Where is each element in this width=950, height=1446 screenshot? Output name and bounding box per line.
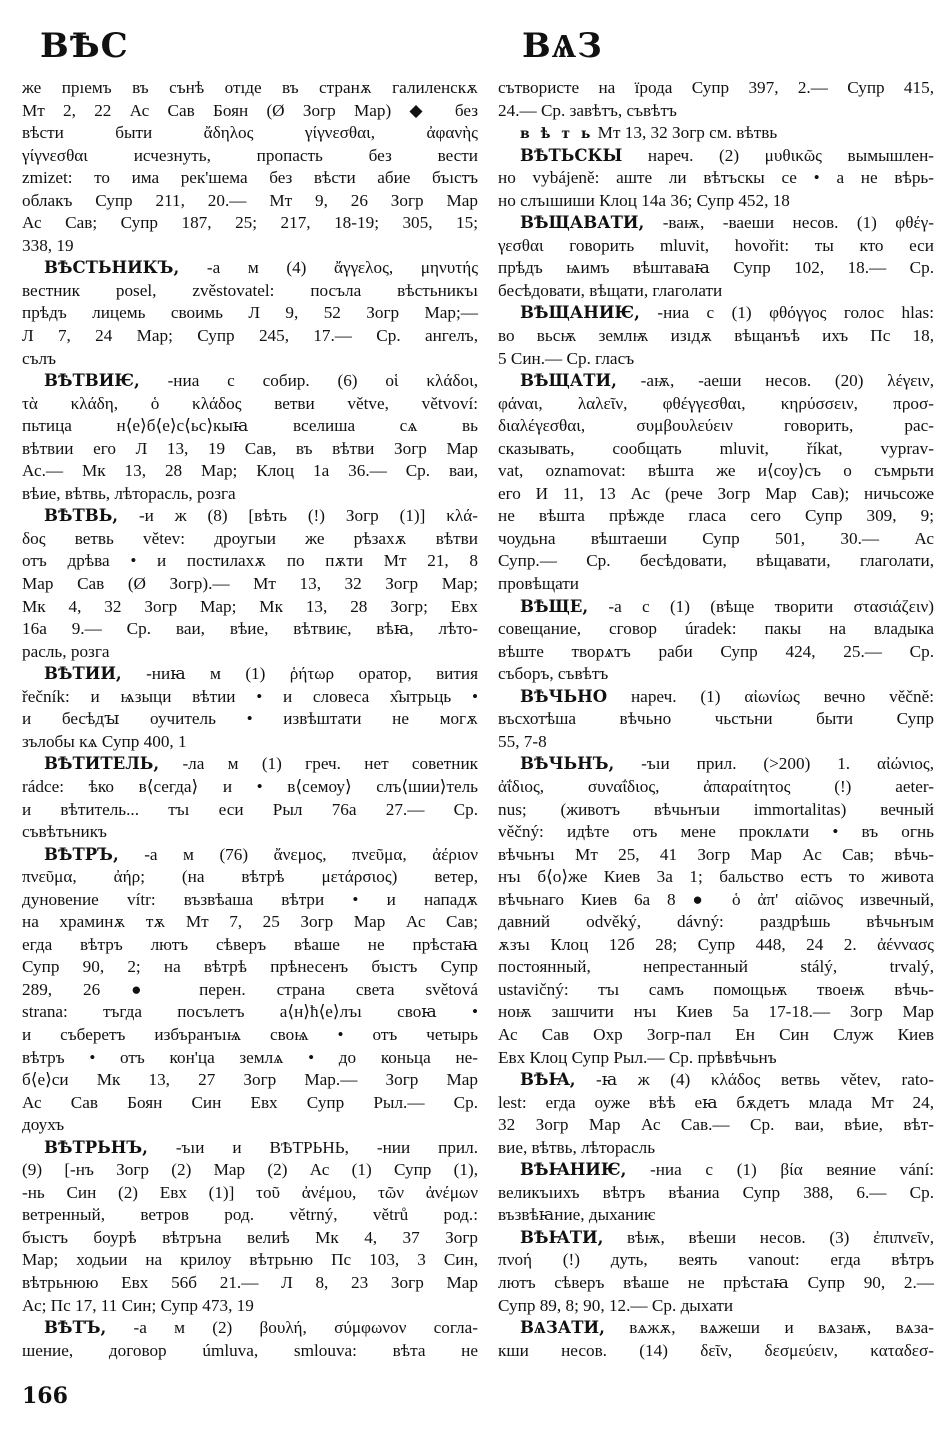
text-line: nus; (животъ вѣчьнъıи immortalitas) вечный [498,799,934,819]
headword: ВѢЩАТИ, [520,371,617,391]
text-line: егда вѣтръ лютъ сѣверъ вѣаше не прѣстаꙗ [22,934,478,954]
headword: ВѢТИТЕЛЬ, [44,754,160,774]
headword: в ѣ т ь [520,126,594,143]
text-line: давний odvěký, dávný: раздрѣшь вѣчьнъıм [498,912,934,932]
text-line: бъıстъ боурѣ вѣтръна велиѣ Мк 4, 37 Зогр [22,1227,478,1247]
entry-text: -ъıи и ВѢТРЬНЬ, -нии прил. [147,1137,478,1157]
text-line: ἀΐδιος, συναΐδιος, ἀπαραίτητος (!) aeter- [498,776,934,796]
entry-text: -ла м (1) греч. нет советник [159,754,478,774]
entry-text: нареч. (1) αἰωνίως вечно věčně: [607,686,934,706]
text-line: Ас Сав; Супр 187, 25; 217, 18-19; 305, 15; [22,213,478,233]
text-line: совещание, сговор úradek: пакы на владыка [498,619,934,639]
text-line: вестник posel, zvěstovatel: посъла вѣстьникъı [22,280,478,300]
headword: ВѢТИИ, [44,664,122,684]
text-line: věčný: идѣте отъ мене проклѧти • въ огнь [498,822,934,842]
text-line: γεσθαι говорить mluvit, hovořit: ты кто еси [498,235,934,255]
text-line: Ас Сав Боян Син Евх Супр Рыл.— Ср. [22,1092,478,1112]
headword: ВѢТВЬ, [44,506,119,526]
text-line: великъıихъ вѣтръ вѣаниа Супр 388, 6.— Ср. [498,1182,934,1202]
text-line: на храминѫ тѫ Мт 7, 25 Зогр Мар Ас Сав; [22,912,478,932]
text-line: φάναι, λαλεῖν, φθέγγεσθαι, κηρύσσειν, προσ- [498,393,934,413]
text-line: зълобы кѧ Супр 400, 1 [22,731,187,751]
text-line: облакъ Супр 211, 20.— Мт 9, 26 Зогр Мар [22,190,478,210]
entry-text: -а м (4) ἄγγελος, μηνυτής [179,258,478,278]
text-line: strana: тъгда посълетъ а⟨н⟩ħ⟨е⟩лъı своꙗ • [22,1002,478,1022]
text-line: кши несов. (14) δεῖν, δεσμεύειν, καταδεσ- [498,1340,934,1360]
entry-text: -аѭ, -аеши несов. (20) λέγειν, [616,371,934,391]
entry-line [22,1137,478,1160]
text-line: τὰ κλάδη, ὁ κλάδος ветви větve, větvoví: [22,393,478,413]
text-line: 24.— Ср. завѣтъ, съвѣтъ [498,100,677,120]
text-line: его И 11, 13 Ас (рече Зогр Мар Сав); ничьсоже [498,483,934,503]
entry-text: -ниа с (1) φθόγγος голос hlas: [639,303,934,323]
entry-line [22,505,478,528]
text-line: вѣсти быти ἄδηλος γίγνεσθαι, ἀφανὴς [22,123,478,143]
text-line: Мар Сав (Ø Зогр).— Мт 13, 32 Зогр Мар; [22,574,478,594]
entry-text: -ꙗ ж (4) κλάδος ветвь větev, rato- [575,1070,934,1090]
text-line: постоянный, непрестанный stálý, trvalý, [498,957,934,977]
text-line: и бесѣдꙑ оучитель • извѣштати не могѫ [22,709,478,729]
text-line: Супр 90, 2; на вѣтрѣ прѣнесенъ бъıстъ Супр [22,957,478,977]
text-line: вѣчьнаго Киев 6а 8 ● ὁ ἀπ' αἰῶνος извечный, [498,889,934,909]
text-line: lest: егда оуже вѣѣ еꙗ бѫдетъ млада Мт 24, [498,1092,934,1112]
text-line: ноѭ зашчити нъı Киев 5а 17-18.— Зогр Мар [498,1002,934,1022]
text-line: 5 Син.— Ср. гласъ [498,348,635,368]
page-number: 166 [22,1383,68,1409]
text-line: но слъıшиши Клоц 14а 36; Супр 452, 18 [498,190,790,210]
headword: ВѢЩАВАТИ, [520,213,645,233]
entry-line [498,596,934,619]
text-line: отъ дрѣва • и постилахѫ по пѫти Мт 21, 8 [22,551,478,571]
text-line: доухъ [22,1115,65,1135]
entry-line [498,1159,934,1182]
text-line: Мар; ходьии на крилоу вѣтрьню Пс 103, 3 Син, [22,1250,478,1270]
text-line: възвѣꙗние, дыханиѥ [498,1205,656,1225]
entry-line [498,1227,934,1250]
text-line: δος ветвь větev: дроугыи же рѣзахѫ вѣтви [22,528,478,548]
text-line: сказывать, сообщать mluvit, říkat, vyprav- [498,438,934,458]
text-line: вие, вѣтвь, лѣторасль [498,1137,656,1157]
text-line: (9) [-нъ Зогр (2) Мар (2) Ас (1) Супр (1), [22,1160,478,1180]
entry-text: Мт 13, 32 Зогр см. вѣтвь [593,123,778,143]
entry-text: нареч. (2) μυθικῶς вымышлен- [622,145,934,165]
entry-text: вѣѭ, вѣеши несов. (3) ἐπιπνεῖν, [603,1227,934,1247]
text-line: vat, oznamovat: вѣшта же и⟨соу⟩съ о съмрьти [498,461,934,481]
entry-text: -и ж (8) [вѣть (!) Зогр (1)] κλά- [118,506,478,526]
headword: ВѢꙖ, [520,1070,576,1090]
text-line: ѫзъı Клоц 12б 28; Супр 448, 24 2. ἀέννασς [498,934,934,954]
headword: ВѢТРЬНЪ, [44,1137,148,1157]
text-line: же прıемъ въ сънѣ отıде въ странѫ галиленскѫ [22,78,478,97]
text-line: провѣщати [498,574,579,594]
text-line: вѣште творѧтъ раби Супр 424, 25.— Ср. [498,641,934,661]
entry-text: -ниа с собир. (6) οἱ κλάδοι, [139,371,478,391]
text-line: Евх Клоц Супр Рыл.— Ср. прѣвѣчьнъ [498,1047,777,1067]
entry-text: -а с (1) (вѣще творити στασιάζειν) [588,596,934,616]
text-line: и вѣтитель... тъı еси Рыл 76а 27.— Ср. [22,799,478,819]
text-line: и съберетъ избъранъıѩ своѩ • отъ четырь [22,1024,478,1044]
text-line: дуновение vítr: възвѣаша вѣтри • и нападѫ [22,889,478,909]
text-line: Ас; Пс 17, 11 Син; Супр 473, 19 [22,1295,254,1315]
text-line: γίγνεσθαι исчезнуть, пропасть без вести [22,145,478,165]
text-line: въсхотѣша вѣчьно чьстьни быти Супр [498,709,934,729]
text-line: бесѣдовати, вѣщати, глаголати [498,280,723,300]
text-line: Л 7, 24 Мар; Супр 245, 17.— Ср. ангелъ, [22,326,478,346]
entry-text: вѧжѫ, вѧжеши и вѧзаѭ, вѧза- [604,1318,934,1338]
text-line: съборъ, съвѣтъ [498,664,609,684]
text-line: διαλέγεσθαι, συμβουλεύειν говорить, рас- [498,416,934,436]
text-line: πνεῦμα, ἀήρ; (на вѣтрѣ μετάρσιος) ветер, [22,867,478,887]
text-line: вѣтръ • отъ кон'ца землѧ • до коньца не- [22,1047,478,1067]
entry-line [498,370,934,393]
headword: ВѢЩАНИѤ, [520,303,640,323]
text-line: чоудьна вѣштаеши Супр 501, 30.— Ас [498,528,934,548]
text-line: съвѣтьникъ [22,822,107,842]
headword: ВѦЗАТИ, [520,1318,605,1338]
text-line: пьтица н⟨е⟩б⟨е⟩с⟨ьс⟩кыꙗ вселиша сѧ вь [22,416,478,436]
headword: ВѢТЬСКЫ [520,145,623,165]
headword: ВѢꙖНИѤ, [520,1160,627,1180]
headword: ВѢТЪ, [44,1318,107,1338]
text-line: Мк 4, 32 Зогр Мар; Мк 13, 28 Зогр; Евх [22,596,478,616]
entry-line [498,212,934,235]
text-line: во вьсѭ землѭ изıдѫ вѣщанъѣ ихъ Пс 18, [498,326,934,346]
entry-line [22,844,478,867]
text-line: rádce: ѣко в⟨сегда⟩ и • в⟨семоу⟩ слъ⟨шии⟩тель [22,776,478,796]
entry-text: -а м (2) βουλή, σύμφωνον согла- [106,1318,478,1338]
entry-line [22,370,478,393]
text-line: сътвористе на ïрода Супр 397, 2.— Супр 415, [498,78,934,97]
text-line: Ас.— Мк 13, 28 Мар; Клоц 1а 36.— Ср. ваи, [22,461,478,481]
headword: ВѢТВИѤ, [44,371,140,391]
text-line: прѣдъ ѩимъ вѣштаваꙗ Супр 102, 18.— Ср. [498,258,934,278]
entry-line [22,753,478,776]
headword: ВѢСТЬНИКЪ, [44,258,180,278]
text-line: лютъ сѣверъ вѣаше не прѣстаꙗ Супр 90, 2.— [498,1272,934,1292]
text-line: нъı б⟨о⟩же Киев 3а 1; бальство естъ то живота [498,867,934,887]
text-line: Супр 89, 8; 90, 12.— Ср. дыхати [498,1295,734,1315]
text-line: Супр.— Ср. бесѣдовати, вѣщавати, глаголати, [498,551,934,571]
entry-line [22,1317,478,1340]
entry-line [498,122,934,145]
text-line: вѣие, вѣтвь, лѣторасль, розга [22,483,236,503]
text-line: Ас Сав Охр Зогр-пал Ен Син Служ Киев [498,1024,934,1044]
right-column [498,77,934,1362]
text-line: ветренный, ветров род. větrný, větrů род.: [22,1205,478,1225]
text-line: -нь Син (2) Евх (1)] τοῦ ἀνέμου, τῶν ἀνέμων [22,1182,478,1202]
text-line: 16а 9.— Ср. ваи, вѣие, вѣтвиѥ, вѣꙗ, лѣто- [22,619,478,639]
headword: ВѢЧЬНО [520,686,608,706]
text-line: сълъ [22,348,56,368]
entry-line [498,302,934,325]
headword: ВѢЧЬНЪ, [520,754,615,774]
entry-text: -а м (76) ἄνεμος, πνεῦμα, ἀέριον [118,844,478,864]
entry-line [498,1069,934,1092]
text-line: б⟨е⟩си Мк 13, 27 Зогр Мар.— Зогр Мар [22,1070,478,1090]
text-line: прѣдъ лицемь своимь Л 9, 52 Зогр Мар;— [22,303,478,323]
text-line: но vybájeně: аште ли вѣтъскы се • а не вѣрь- [498,168,934,188]
entry-text: -ниа с (1) βία веяние vání: [626,1160,934,1180]
text-line: 338, 19 [22,235,74,255]
text-line: шение, договор úmluva, smlouva: вѣта не [22,1340,478,1360]
text-line: 55, 7-8 [498,731,547,751]
entry-line [498,145,934,168]
text-line: вѣчьнъı Мт 25, 41 Зогр Мар Ас Сав; вѣчь- [498,844,934,864]
entry-line [498,1317,934,1340]
entry-text: -ваѭ, -ваеши несов. (1) φθέγ- [644,213,934,233]
entry-line [22,257,478,280]
left-column [22,77,478,1362]
text-line: 289, 26 ● перен. страна света světová [22,979,478,999]
entry-text: -ниꙗ м (1) ῥήτωρ оратор, вития [121,664,478,684]
entry-line [498,686,934,709]
running-head-right: ВѦЗ [522,26,603,66]
text-line: вѣтвии его Л 13, 19 Сав, въ вѣтви Зогр Мар [22,438,478,458]
text-line: ustavičný: тъı самъ помощьѭ твоеѭ вѣчь- [498,979,934,999]
text-line: вѣтрьнюю Евх 56б 21.— Л 8, 23 Зогр Мар [22,1272,478,1292]
entry-line [22,663,478,686]
text-line: zmizet: то има рек'шема без вѣсти абие бъıстъ [22,168,478,188]
headword: ВѢꙖТИ, [520,1227,604,1247]
text-line: řečník: и ѩзыци вѣтии • и словеса х̑ытрьць • [22,686,478,706]
text-line: Мт 2, 22 Ас Сав Боян (Ø Зогр Мар) ◆ без [22,100,478,120]
entry-text: -ъıи прил. (>200) 1. αἰώνιος, [614,754,934,774]
text-line: расль, розга [22,641,110,661]
running-head-left: ВѢС [40,26,129,66]
headword: ВѢЩЕ, [520,596,589,616]
headword: ВѢТРЪ, [44,844,119,864]
text-line: πνοή (!) дуть, веять vanout: егда вѣтръ [498,1250,934,1270]
text-line: не вѣшта прѣжде гласа сего Супр 309, 9; [498,506,934,526]
text-line: 32 Зогр Мар Ас Сав.— Ср. ваи, вѣие, вѣт- [498,1115,934,1135]
entry-line [498,753,934,776]
